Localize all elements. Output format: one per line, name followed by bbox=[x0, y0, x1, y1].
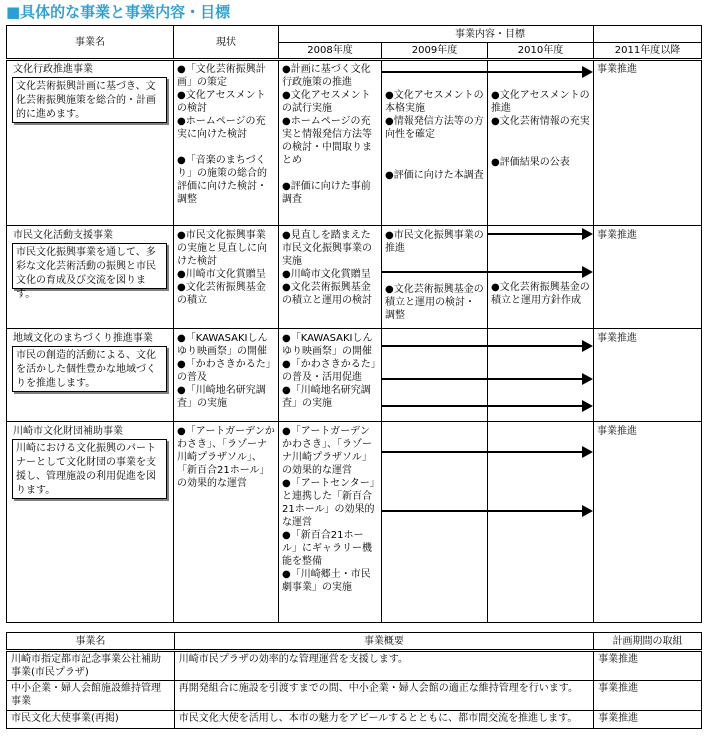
header-year-2010: 2010年度 bbox=[517, 45, 564, 56]
row4-current: ●「アートガーデンかわさき」、「ラゾーナ川崎プラザソル」、「新百合21ホール」の効果的な運営 bbox=[177, 426, 275, 489]
row3-current: ●「KAWASAKIしんゆり映画祭」の開催 ●「かわさきかるた」の普及 ●「川崎地名研究調査」の実施 bbox=[177, 333, 271, 409]
row3-arrow-2 bbox=[381, 378, 591, 380]
row2-2010: ●文化芸術振興基金の積立と運用方針作成 bbox=[491, 282, 590, 306]
table-row bbox=[7, 681, 702, 711]
row4-2011: 事業推進 bbox=[597, 426, 637, 437]
table-row bbox=[7, 711, 702, 729]
row1-2009: ●文化アセスメントの本格実施 ●情報発信方法等の方向性を確定 ●評価に向けた本調査 bbox=[385, 90, 484, 181]
page-title: ■具体的な事業と事業内容・目標 bbox=[6, 2, 231, 21]
row4-name: 川崎市文化財団補助事業 bbox=[13, 426, 123, 437]
t2-header-action: 計画期間の取組 bbox=[594, 633, 702, 651]
row3-2008: ●「KAWASAKIしんゆり映画祭」の開催 ●「かわさきかるた」の普及・活用促進 ●「川崎地名研究調査」の実施 bbox=[282, 333, 376, 409]
t2-header-name: 事業名 bbox=[7, 633, 175, 651]
t2-row2-summary: 再開発組合に施設を引渡すまでの間、中小企業・婦人会館の適正な維持管理を行います。 bbox=[174, 681, 593, 711]
row2-arrow-2 bbox=[381, 271, 591, 273]
header-year-2011: 2011年度以降 bbox=[614, 45, 681, 56]
row3-2011: 事業推進 bbox=[597, 333, 637, 344]
row1-arrow bbox=[381, 71, 591, 73]
t2-row2-action: 事業推進 bbox=[594, 681, 702, 711]
t2-row2-name: 中小企業・婦人会館施設維持管理事業 bbox=[7, 681, 175, 711]
row3-arrow-3 bbox=[381, 405, 591, 407]
row3-desc: 市民の創造的活動による、文化を活かした個性豊かな地域づくりを推進します。 bbox=[12, 346, 167, 392]
row4-2008: ●「アートガーデンかわさき」、「ラゾーナ川崎プラザソル」の効果的な運営 ●「アートセンター」と連携した「新百合21ホール」の効果的な運営 ●「新百合21ホール」にギャラリー機能を整備 ●「川崎郷土・市民劇事業」の実施 bbox=[282, 426, 375, 593]
row2-arrow-1 bbox=[487, 233, 591, 235]
row4-arrow-1 bbox=[381, 451, 591, 453]
row2-2009: ●市民文化振興事業の推進 ●文化芸術振興基金の積立と運用の検討・調整 bbox=[385, 230, 484, 321]
table-row bbox=[7, 651, 702, 681]
row2-2008: ●見直しを踏まえた市民文化振興事業の実施 ●川崎市文化賞贈呈 ●文化芸術振興基金の積立と運用の検討 bbox=[282, 230, 372, 306]
row3-arrow-1 bbox=[381, 345, 591, 347]
header-current: 現状 bbox=[216, 36, 236, 48]
header-name: 事業名 bbox=[75, 36, 105, 48]
t2-row3-action: 事業推進 bbox=[594, 711, 702, 729]
t2-header-summary: 事業概要 bbox=[174, 633, 593, 651]
t2-row1-summary: 川崎市民プラザの効率的な管理運営を支援します。 bbox=[174, 651, 593, 681]
row2-name: 市民文化活動支援事業 bbox=[13, 230, 113, 241]
row1-2010: ●文化アセスメントの推進 ●文化芸術情報の充実 ●評価結果の公表 bbox=[491, 90, 590, 168]
row1-2011: 事業推進 bbox=[597, 64, 637, 75]
row3-name: 地域文化のまちづくり推進事業 bbox=[13, 333, 153, 344]
row4-arrow-2 bbox=[381, 510, 591, 512]
row1-name: 文化行政推進事業 bbox=[13, 64, 93, 75]
row1-desc: 文化芸術振興計画に基づき、文化芸術振興施策を総合的・計画的に進めます。 bbox=[12, 77, 167, 123]
row2-desc: 市民文化振興事業を通して、多彩な文化芸術活動の振興と市民文化の育成及び交流を図ります。 bbox=[12, 243, 167, 289]
row2-current: ●市民文化振興事業の実施と見直しに向けた検討 ●川崎市文化賞贈呈 ●文化芸術振興基金の積立 bbox=[177, 230, 267, 306]
row1-current: ●「文化芸術振興計画」の策定 ●文化アセスメントの検討 ●ホームページの充実に向けた検討 ●「音楽のまちづくり」の施策の総合的評価に向けた検討・調整 bbox=[177, 64, 267, 205]
t2-row1-action: 事業推進 bbox=[594, 651, 702, 681]
t2-row3-summary: 市民文化大使を活用し、本市の魅力をアピールするとともに、都市間交流を推進します。 bbox=[174, 711, 593, 729]
t2-row3-name: 市民文化大使事業(再掲) bbox=[7, 711, 175, 729]
summary-table bbox=[6, 632, 702, 729]
header-year-2008: 2008年度 bbox=[307, 45, 353, 56]
header-year-2009: 2009年度 bbox=[411, 45, 458, 56]
header-content-goals: 事業内容・目標 bbox=[455, 28, 525, 40]
row4-desc: 川崎における文化振興のパートナーとして文化財団の事業を支援し、管理施設の利用促進を図ります。 bbox=[12, 439, 167, 499]
row2-2011: 事業推進 bbox=[597, 230, 637, 241]
t2-row1-name: 川崎市指定都市記念事業公社補助事業(市民プラザ) bbox=[7, 651, 175, 681]
row1-2008: ●計画に基づく文化行政施策の推進 ●文化アセスメントの試行実施 ●ホームページの充実と情報発信方法等の検討・中間取りまとめ ●評価に向けた事前調査 bbox=[282, 64, 372, 205]
project-table bbox=[6, 25, 702, 623]
